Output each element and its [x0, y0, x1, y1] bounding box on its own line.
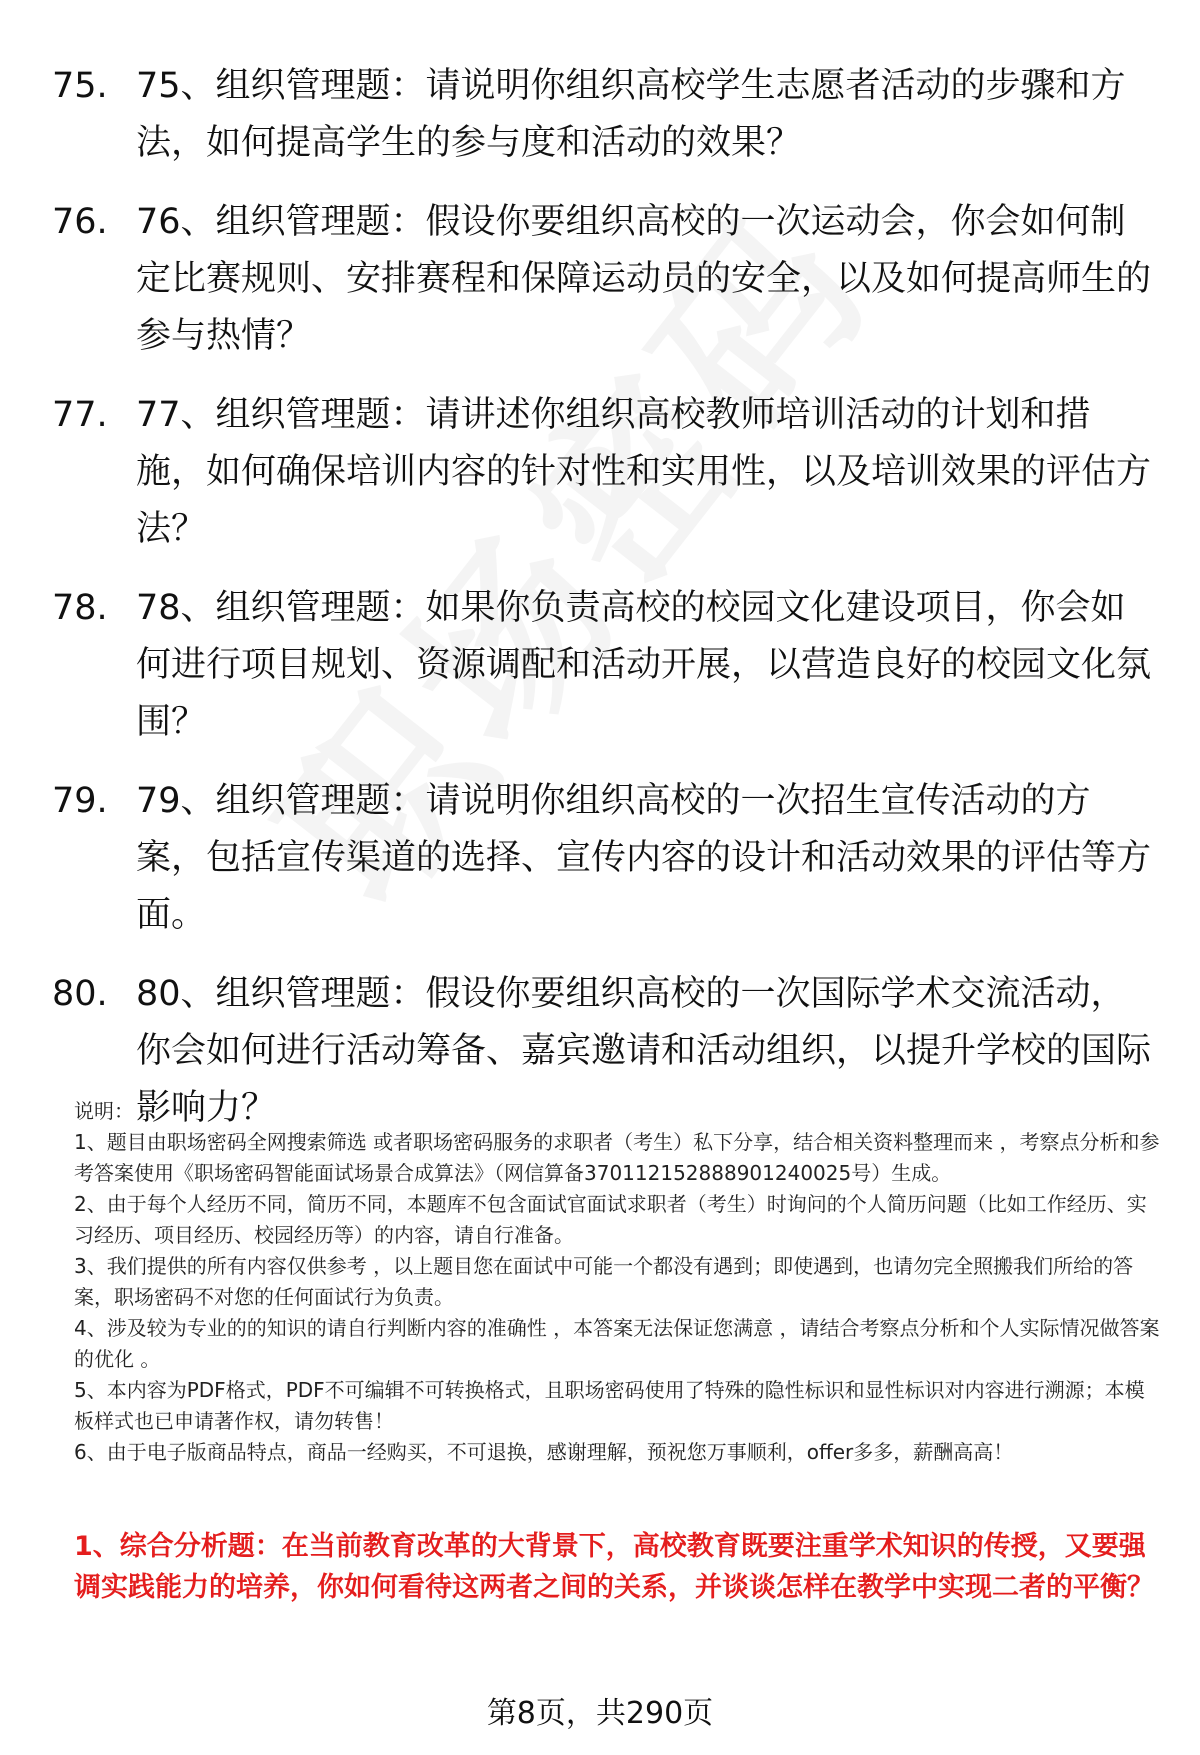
notes-heading: 说明： [74, 1099, 134, 1123]
question-number: 79. [52, 781, 108, 821]
question-text: 79、组织管理题：请说明你组织高校的一次招生宣传活动的方案，包括宣传渠道的选择、宣传内容的设计和活动效果的评估等方面。 [136, 781, 1152, 935]
page-footer: 第8页，共290页 [486, 1696, 714, 1731]
question-item [52, 194, 1152, 365]
note-item: 3、我们提供的所有内容仅供参考 ，以上题目您在面试中可能一个都没有遇到；即使遇到，也请勿完全照搬我们所给的答案，职场密码不对您的任何面试行为负责。 [74, 1254, 1134, 1309]
notes-section [74, 1096, 1164, 1468]
question-text: 75、组织管理题：请说明你组织高校学生志愿者活动的步骤和方法，如何提高学生的参与度和活动的效果？ [136, 66, 1126, 163]
highlighted-question: 1、综合分析题：在当前教育改革的大背景下，高校教育既要注重学术知识的传授，又要强调实践能力的培养，你如何看待这两者之间的关系，并谈谈怎样在教学中实现二者的平衡？ [74, 1531, 1154, 1603]
question-item [52, 773, 1152, 944]
question-list [52, 58, 1152, 1159]
note-item: 4、涉及较为专业的的知识的请自行判断内容的准确性 ，本答案无法保证您满意 ，请结合考察点分析和个人实际情况做答案的优化 。 [74, 1316, 1160, 1371]
note-item: 5、本内容为PDF格式，PDF不可编辑不可转换格式，且职场密码使用了特殊的隐性标识和显性标识对内容进行溯源；本模板样式也已申请著作权，请勿转售！ [74, 1378, 1145, 1433]
note-item: 1、题目由职场密码全网搜索筛选 或者职场密码服务的求职者（考生）私下分享，结合相关资料整理而来 ，考察点分析和参考答案使用《职场密码智能面试场景合成算法》（网信算备370112152888901240025号）生成。 [74, 1130, 1160, 1185]
question-item [52, 580, 1152, 751]
question-number: 78. [52, 588, 108, 628]
question-item [52, 387, 1152, 558]
question-text: 77、组织管理题：请讲述你组织高校教师培训活动的计划和措施，如何确保培训内容的针对性和实用性，以及培训效果的评估方法？ [136, 395, 1152, 549]
note-item: 2、由于每个人经历不同，简历不同，本题库不包含面试官面试求职者（考生）时询问的个人简历问题（比如工作经历、实习经历、项目经历、校园经历等）的内容，请自行准备。 [74, 1192, 1147, 1247]
note-item: 6、由于电子版商品特点，商品一经购买，不可退换，感谢理解，预祝您万事顺利，offer多多，薪酬高高！ [74, 1440, 1014, 1464]
question-number: 76. [52, 202, 108, 242]
question-number: 75. [52, 66, 108, 106]
question-number: 77. [52, 395, 108, 435]
question-item [52, 58, 1152, 172]
question-text: 78、组织管理题：如果你负责高校的校园文化建设项目，你会如何进行项目规划、资源调配和活动开展，以营造良好的校园文化氛围？ [136, 588, 1152, 742]
question-number: 80. [52, 974, 108, 1014]
question-text: 76、组织管理题：假设你要组织高校的一次运动会，你会如何制定比赛规则、安排赛程和保障运动员的安全，以及如何提高师生的参与热情？ [136, 202, 1152, 356]
question-text: 80、组织管理题：假设你要组织高校的一次国际学术交流活动，你会如何进行活动筹备、嘉宾邀请和活动组织，以提升学校的国际影响力？ [136, 974, 1152, 1128]
